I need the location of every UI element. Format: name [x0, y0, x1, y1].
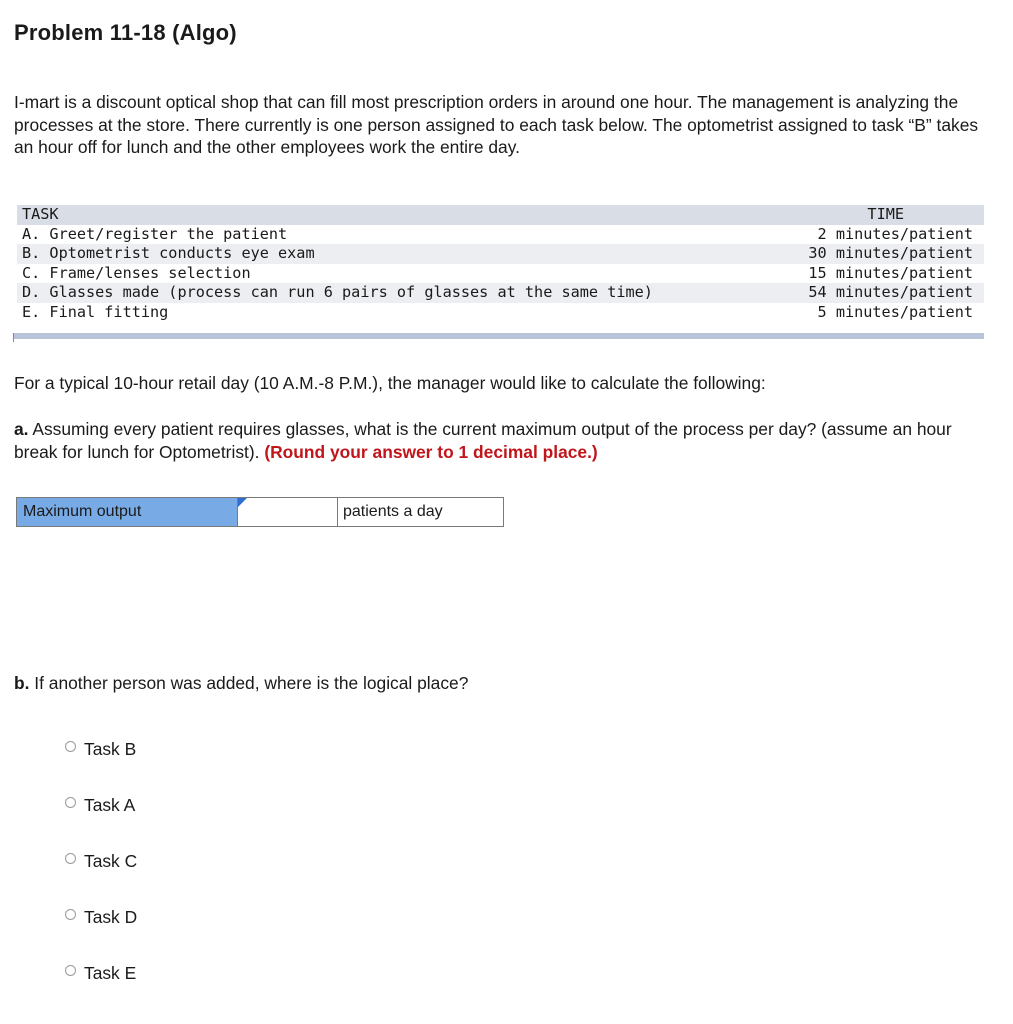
part-b-letter: b. [14, 673, 30, 693]
task-cell: B. Optometrist conducts eye exam [22, 244, 315, 262]
time-cell: 30 minutes/patient [808, 244, 973, 262]
part-b-question-text: If another person was added, where is the logical place? [29, 673, 469, 693]
part-b-options [65, 737, 137, 1017]
task-cell: C. Frame/lenses selection [22, 263, 251, 282]
table-row [17, 264, 984, 284]
option-task-c[interactable] [65, 849, 137, 905]
task-cell: E. Final fitting [22, 302, 169, 321]
task-cell: A. Greet/register the patient [22, 224, 288, 243]
part-a-question [14, 418, 999, 463]
time-cell: 2 minutes/patient [817, 224, 973, 243]
radio-button[interactable] [65, 909, 76, 920]
option-task-a[interactable] [65, 793, 137, 849]
table-bottom-rule [13, 333, 984, 339]
task-cell: D. Glasses made (process can run 6 pairs of glasses at the same time) [22, 283, 653, 301]
table-row [17, 244, 984, 264]
page-title: Problem 11-18 (Algo) [14, 20, 237, 45]
radio-button[interactable] [65, 853, 76, 864]
part-b-question [14, 672, 999, 695]
maximum-output-input-wrap [238, 498, 338, 526]
time-cell: 5 minutes/patient [817, 302, 973, 321]
option-label: Task A [84, 795, 136, 815]
option-label: Task B [84, 739, 137, 759]
part-a-rounding-note: (Round your answer to 1 decimal place.) [264, 441, 598, 462]
maximum-output-label: Maximum output [17, 498, 238, 526]
table-rule-tick [13, 333, 14, 342]
radio-button[interactable] [65, 741, 76, 752]
time-cell: 15 minutes/patient [808, 263, 973, 282]
answer-unit-label: patients a day [343, 503, 443, 520]
option-task-d[interactable] [65, 905, 137, 961]
part-a-letter: a. [14, 419, 29, 439]
time-cell: 54 minutes/patient [808, 283, 973, 301]
maximum-output-input[interactable] [238, 498, 337, 526]
flag-marker-icon [238, 498, 247, 507]
radio-button[interactable] [65, 797, 76, 808]
table-header-time: TIME [867, 205, 904, 223]
option-task-e[interactable] [65, 961, 137, 1017]
table-row [17, 225, 984, 245]
table-header-task: TASK [22, 205, 59, 223]
problem-intro: I-mart is a discount optical shop that can fill most prescription orders in around one hour. The management is analyzing the processes at the store. There currently is one person assigned to each task below. The optometrist assigned to task “B” takes an hour off for lunch and the other employees work the entire day. [14, 92, 979, 158]
option-label: Task E [84, 963, 137, 983]
option-label: Task C [84, 851, 138, 871]
part-a-answer-row [16, 497, 504, 527]
radio-button[interactable] [65, 965, 76, 976]
context-text: For a typical 10-hour retail day (10 A.M.-8 P.M.), the manager would like to calculate the following: [14, 373, 766, 393]
option-task-b[interactable] [65, 737, 137, 793]
table-row [17, 303, 984, 323]
table-row [17, 283, 984, 303]
task-table [17, 205, 984, 322]
table-header-row [17, 205, 984, 225]
option-label: Task D [84, 907, 138, 927]
part-a-question-text: Assuming every patient requires glasses, what is the current maximum output of the process per day? (assume an hour break for lunch for Optometrist). [14, 419, 952, 462]
